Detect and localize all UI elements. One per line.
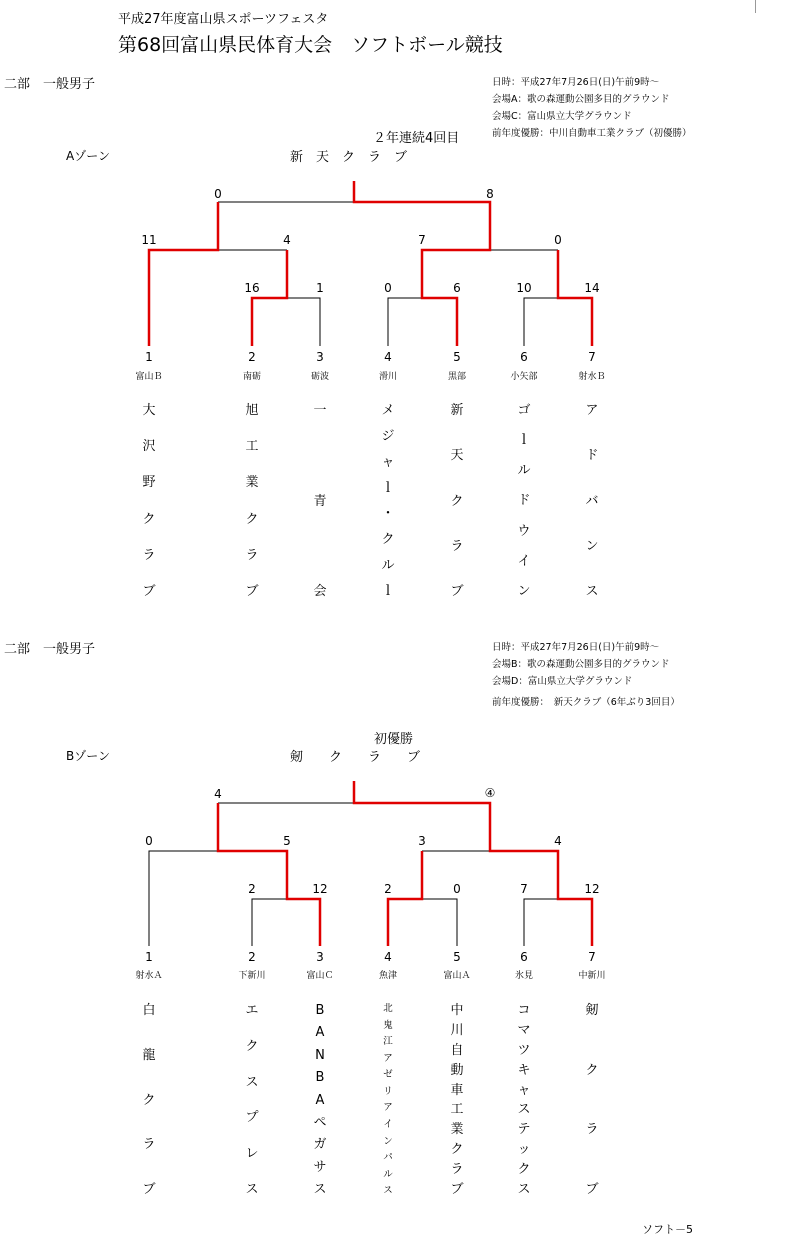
info-line: 日時：平成27年7月26日(日)午前9時～ [492,77,660,88]
seed-number: 6 [520,950,528,964]
team-name-char: ウ [517,523,531,539]
score-final-right: 8 [486,187,494,201]
team-name-char: 中 [450,1003,464,1018]
team-name-char: イ [383,1119,393,1131]
team-name-char: 白 [142,1003,156,1018]
score-qf3-right: 12 [584,882,600,896]
team-name-char: ン [383,1135,393,1147]
team-name-char: B [315,1070,325,1086]
score-final-right: ④ [484,786,496,800]
team-name-char: ラ [585,1122,599,1138]
place-name: 砺波 [310,372,329,382]
seed-number: 7 [588,350,596,364]
team-name-char: ラ [142,1137,156,1153]
champion-b: 剱 ク ラ ブ [290,750,421,765]
team-name-char: N [315,1047,325,1063]
team-name-char: 青 [313,493,327,509]
team-name-vertical [134,404,164,598]
team-name-char: 工 [245,439,259,455]
team-name-char: ブ [142,583,156,599]
team-name-char: 動 [450,1062,464,1078]
team-name-char: ブ [450,1181,464,1197]
team-name-vertical [373,404,403,598]
seed-number: 2 [248,350,256,364]
seed-number: 1 [145,950,153,964]
team-name-char: ラ [450,1162,464,1177]
team-name-char: メ [381,403,395,418]
place-name: 富山Ｃ [306,971,334,981]
seed-number: 7 [588,950,596,964]
team-name-char: 剱 [585,1003,599,1018]
team-name-char: ス [245,1074,259,1090]
team-name-char: ガ [313,1137,327,1153]
team-name-char: 会 [313,584,327,599]
score-sf2-left: 7 [418,233,426,247]
place-name: 射水Ｂ [578,372,606,382]
team-name-char: レ [245,1146,259,1162]
team-name-char: ル [383,1168,393,1180]
team-name-char: 江 [383,1036,393,1048]
team-name-char: ャ [517,1082,531,1098]
team-name-char: ア [383,1052,393,1064]
team-name-char: 工 [450,1102,464,1118]
team-name-char: ゴ [517,403,531,418]
team-name-char: ス [245,1181,259,1197]
team-name-char: エ [245,1003,259,1018]
team-name-char: ル [517,463,531,479]
score-qf3-right: 14 [584,281,600,295]
team-name-char: ク [381,532,395,548]
score-sf1-left: 0 [145,834,153,848]
seed-number: 3 [316,950,324,964]
team-name-char: ブ [585,1181,599,1197]
team-name-char: 大 [142,403,156,418]
team-name-char: 新 [450,403,464,418]
score-qf1-right: 1 [316,281,324,295]
team-name-char: ク [245,511,259,527]
info-line: 会場A：歌の森運動公園多目的グラウンド [492,94,670,105]
score-qf1-left: 2 [248,882,256,896]
team-name-char: A [315,1092,325,1108]
info-line: 会場C：富山県立大学グラウンド [492,111,632,122]
team-name-char: テ [517,1122,531,1138]
score-qf1-right: 12 [312,882,328,896]
score-sf1-left: 11 [141,233,157,247]
team-name-char: 沢 [142,439,156,455]
team-name-char: 北 [383,1003,393,1014]
team-name-char: ル [381,558,395,574]
info-block-b [492,641,680,709]
place-name: 中新川 [578,971,606,981]
team-name-char: ラ [142,547,156,563]
team-name-char: B [315,1003,325,1018]
team-name-char: 旭 [245,403,259,418]
team-name-vertical [442,1004,472,1196]
score-sf1-right: 4 [283,233,291,247]
team-name-char: 鬼 [383,1019,393,1031]
zone-label-a: Aゾーン [66,149,110,163]
team-name-vertical [305,404,335,598]
place-name: 富山Ａ [443,971,471,981]
score-qf2-right: 6 [453,281,461,295]
team-name-char: 川 [450,1022,464,1038]
place-name: 黒部 [447,372,466,382]
info-line: 会場D：富山県立大学グラウンド [492,676,633,687]
team-name-char: ゼ [383,1069,393,1081]
subtitle: 平成27年度富山県スポーツフェスタ [118,12,329,27]
team-name-char: 野 [142,475,156,491]
team-name-char: 天 [450,448,464,464]
score-qf3-left: 7 [520,882,528,896]
team-name-char: サ [313,1159,327,1175]
team-name-vertical [134,1004,164,1196]
place-name: 富山Ｂ [135,372,163,382]
score-sf1-right: 5 [283,834,291,848]
team-name-char: ス [517,1102,531,1118]
place-name: 魚津 [378,971,397,981]
seed-number: 1 [145,350,153,364]
score-sf2-right: 4 [554,834,562,848]
team-name-char: ス [313,1182,327,1197]
team-name-char: キ [517,1062,531,1078]
team-name-char: マ [517,1022,531,1038]
division-label-b: 二部 一般男子 [4,642,96,657]
team-name-char: プ [245,1110,259,1126]
place-name: 小矢部 [510,372,538,382]
team-name-vertical [577,1004,607,1196]
team-name-char: リ [383,1085,393,1097]
team-name-vertical [442,404,472,598]
team-name-char: 自 [450,1042,464,1058]
team-name-char: ア [585,403,599,418]
place-name: 滑川 [378,372,397,382]
score-sf2-right: 0 [554,233,562,247]
team-name-char: ン [517,583,531,599]
team-name-char: ッ [517,1142,531,1158]
team-name-char: A [315,1025,325,1041]
team-name-char: ラ [245,547,259,563]
place-name: 射水Ａ [135,971,163,981]
team-name-char: ク [245,1038,259,1054]
team-name-char: ラ [450,538,464,554]
seed-number: 2 [248,950,256,964]
seed-number: 4 [384,950,392,964]
zone-label-b: Bゾーン [66,749,110,763]
place-name: 下新川 [238,971,266,981]
team-name-char: バ [585,493,599,509]
team-name-char: ・ [381,506,395,522]
team-name-char: ス [585,584,599,599]
score-final-left: 0 [214,187,222,201]
info-line: 前年度優勝： 新天クラブ（6年ぶり3回目） [492,697,680,708]
champion-note-b: 初優勝 [374,732,414,747]
place-name: 氷見 [514,971,533,981]
info-line: 前年度優勝：中川自動車工業クラブ（初優勝） [492,128,692,139]
team-name-char: ク [585,1062,599,1078]
team-name-char: イ [517,553,531,569]
team-name-vertical [237,1004,267,1196]
team-name-char: ャ [381,454,395,470]
division-label-a: 二部 一般男子 [4,77,96,92]
team-name-char: ア [383,1102,393,1114]
team-name-char: ク [142,511,156,527]
page-title: 第68回富山県民体育大会 ソフトボール競技 [118,34,503,56]
team-name-char: ク [517,1162,531,1177]
team-name-char: ペ [313,1114,327,1130]
team-name-char: ｌ [381,480,395,496]
team-name-char: ン [585,538,599,554]
seed-number: 5 [453,350,461,364]
team-name-char: 一 [313,403,327,418]
team-name-char: ブ [142,1182,156,1197]
champion-note-a: ２年連続4回目 [373,131,460,146]
team-name-char: ド [585,448,599,464]
team-name-char: ク [450,493,464,509]
team-name-char: ジ [381,428,395,444]
team-name-char: 業 [450,1122,464,1138]
team-name-char: 業 [245,475,259,491]
seed-number: 5 [453,950,461,964]
team-name-char: コ [517,1003,531,1018]
team-name-vertical [305,1004,335,1196]
team-name-char: ツ [517,1042,531,1058]
score-qf2-right: 0 [453,882,461,896]
info-line: 日時：平成27年7月26日(日)午前9時～ [492,642,660,653]
team-name-char: ド [517,493,531,509]
team-name-vertical [373,1004,403,1196]
score-qf2-left: 2 [384,882,392,896]
team-name-vertical [577,404,607,598]
team-name-char: ｌ [381,583,395,599]
score-qf3-left: 10 [516,281,532,295]
score-final-left: 4 [214,787,222,801]
seed-number: 6 [520,350,528,364]
team-name-char: ク [450,1142,464,1158]
team-name-char: ス [383,1185,393,1197]
team-name-vertical [509,1004,539,1196]
score-sf2-left: 3 [418,834,426,848]
team-name-vertical [509,404,539,598]
team-name-char: ブ [450,584,464,599]
team-name-char: ブ [245,583,259,599]
page-number: ソフト－5 [642,1223,693,1236]
place-name: 南砺 [242,372,261,382]
team-name-vertical [237,404,267,598]
team-name-char: 車 [450,1082,464,1098]
team-name-char: ク [142,1092,156,1108]
score-qf1-left: 16 [244,281,260,295]
team-name-char: ス [517,1181,531,1197]
team-name-char: ｌ [517,433,531,449]
seed-number: 4 [384,350,392,364]
team-name-char: 龍 [142,1047,156,1063]
team-name-char: パ [383,1152,393,1164]
score-qf2-left: 0 [384,281,392,295]
seed-number: 3 [316,350,324,364]
info-line: 会場B：歌の森運動公園多目的グラウンド [492,659,670,670]
champion-a: 新 天 ク ラ ブ [290,150,408,165]
